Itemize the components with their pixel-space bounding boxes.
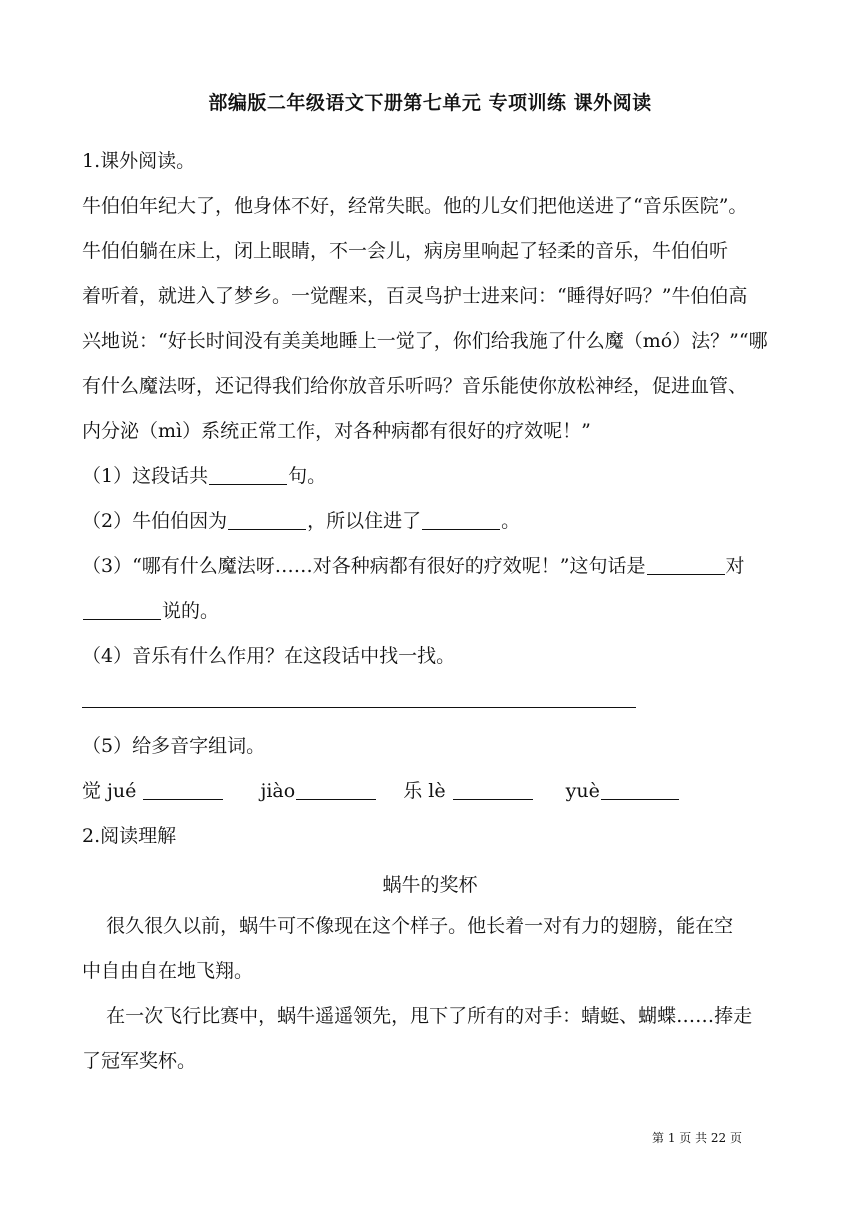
answer-blank[interactable]	[143, 781, 223, 800]
answer-blank[interactable]	[228, 511, 306, 530]
question-3-mid: 对	[725, 555, 745, 577]
question-3-prefix: （3）“哪有什么魔法呀……对各种病都有很好的疗效呢！”这句话是	[82, 555, 646, 577]
story-line: 很久很久以前，蜗牛可不像现在这个样子。他长着一对有力的翅膀，能在空	[82, 915, 734, 937]
story-title: 蜗牛的奖杯	[382, 874, 478, 896]
page-title: 部编版二年级语文下册第七单元 专项训练 课外阅读	[208, 92, 652, 114]
page-footer: 第 1 页 共 22 页	[652, 1131, 742, 1145]
polyphone-item: 乐 lè	[403, 780, 446, 802]
answer-blank[interactable]	[647, 556, 725, 575]
question-1-suffix: 句。	[288, 465, 327, 487]
question-3-suffix: 说的。	[162, 600, 220, 622]
answer-blank[interactable]	[601, 781, 679, 800]
polyphone-item: 觉 jué	[82, 780, 137, 802]
question-2-prefix: （2）牛伯伯因为	[82, 510, 228, 532]
question-1-prefix: （1）这段话共	[82, 465, 209, 487]
question-3-continued	[82, 600, 219, 623]
passage-line: 内分泌（mì）系统正常工作，对各种病都有很好的疗效呢！”	[82, 420, 591, 442]
passage-line: 着听着，就进入了梦乡。一觉醒来，百灵鸟护士进来问：“睡得好吗？”牛伯伯高	[82, 285, 748, 307]
question-2-mid: ，所以住进了	[307, 510, 422, 532]
answer-blank[interactable]	[209, 466, 287, 485]
question-4: （4）音乐有什么作用？在这段话中找一找。	[82, 645, 456, 667]
polyphone-row	[82, 780, 680, 803]
answer-blank[interactable]	[83, 601, 161, 620]
polyphone-item: jiào	[260, 780, 296, 802]
passage-line: 有什么魔法呀，还记得我们给你放音乐听吗？音乐能使你放松神经，促进血管、	[82, 375, 748, 397]
passage-line: 牛伯伯年纪大了，他身体不好，经常失眠。他的儿女们把他送进了“音乐医院”。	[82, 195, 748, 217]
answer-blank[interactable]	[296, 781, 376, 800]
question-3	[82, 555, 745, 578]
answer-blank[interactable]	[422, 511, 500, 530]
question-5: （5）给多音字组词。	[82, 735, 266, 757]
question-1	[82, 465, 326, 488]
passage-line: 兴地说：“好长时间没有美美地睡上一觉了，你们给我施了什么魔（mó）法？”“哪	[82, 330, 768, 352]
answer-blank[interactable]	[453, 781, 533, 800]
story-line: 了冠军奖杯。	[82, 1050, 197, 1072]
passage-line: 牛伯伯躺在床上，闭上眼睛，不一会儿，病房里响起了轻柔的音乐，牛伯伯听	[82, 240, 729, 262]
section2-heading: 2.阅读理解	[82, 825, 177, 847]
story-line: 中自由自在地飞翔。	[82, 960, 254, 982]
answer-line[interactable]	[82, 707, 636, 708]
question-2-suffix: 。	[501, 510, 521, 532]
section1-heading: 1.课外阅读。	[82, 150, 196, 172]
polyphone-item: yuè	[565, 780, 600, 802]
story-line: 在一次飞行比赛中，蜗牛遥遥领先，甩下了所有的对手：蜻蜓、蝴蝶……捧走	[82, 1005, 753, 1027]
question-2	[82, 510, 520, 533]
